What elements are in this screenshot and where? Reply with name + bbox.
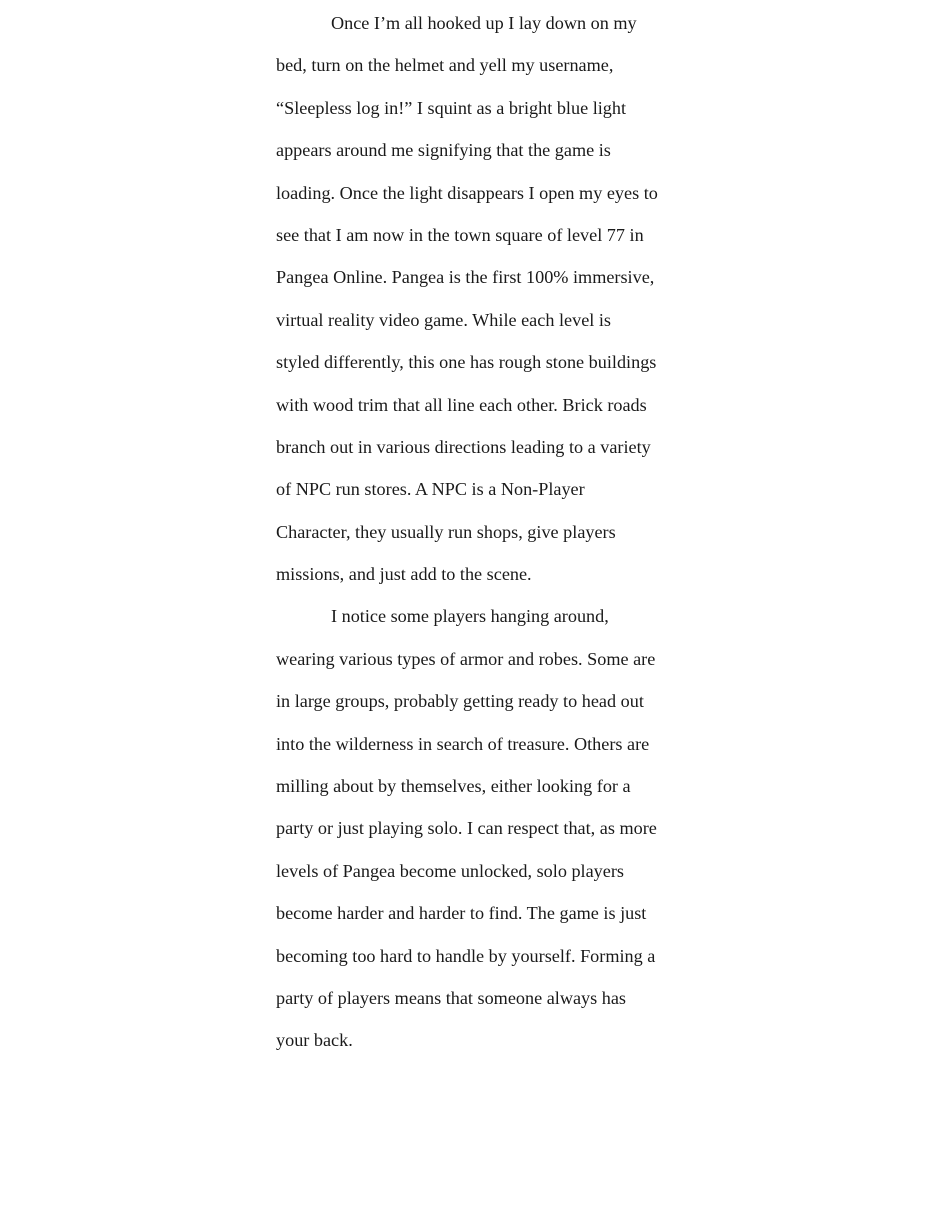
text-line: levels of Pangea become unlocked, solo players bbox=[276, 860, 624, 881]
text-line: Once I’m all hooked up I lay down on my bbox=[331, 13, 637, 33]
text-line: becoming too hard to handle by yourself. Forming a bbox=[276, 945, 656, 966]
text-line: styled differently, this one has rough stone buildings bbox=[276, 352, 657, 373]
text-line: loading. Once the light disappears I open my eyes to bbox=[276, 182, 658, 203]
text-line: virtual reality video game. While each level is bbox=[276, 309, 611, 330]
text-line: party of players means that someone always has bbox=[276, 987, 627, 1008]
text-line: with wood trim that all line each other. Brick roads bbox=[276, 394, 647, 415]
text-line: milling about by themselves, either looking for a bbox=[276, 776, 631, 797]
paragraph-2 bbox=[276, 595, 676, 1061]
text-line: “Sleepless log in!” I squint as a bright blue light bbox=[276, 97, 627, 118]
text-line: become harder and harder to find. The game is just bbox=[276, 903, 647, 924]
text-line: I notice some players hanging around, bbox=[331, 606, 609, 627]
text-line: your back. bbox=[276, 1030, 353, 1051]
text-line: wearing various types of armor and robes. Some are bbox=[276, 648, 656, 669]
text-line: branch out in various directions leading to a variety bbox=[276, 436, 651, 457]
text-line: bed, turn on the helmet and yell my username, bbox=[276, 55, 614, 76]
text-line: of NPC run stores. A NPC is a Non-Player bbox=[276, 479, 585, 500]
body-text bbox=[276, 2, 676, 1062]
text-line: party or just playing solo. I can respect that, as more bbox=[276, 818, 657, 839]
text-line: appears around me signifying that the game is bbox=[276, 140, 611, 161]
text-line: Character, they usually run shops, give players bbox=[276, 521, 616, 542]
text-line: missions, and just add to the scene. bbox=[276, 564, 532, 585]
text-line: Pangea Online. Pangea is the first 100% immersive, bbox=[276, 267, 655, 288]
paragraph-1 bbox=[276, 2, 676, 595]
text-line: into the wilderness in search of treasure. Others are bbox=[276, 733, 650, 754]
text-line: in large groups, probably getting ready to head out bbox=[276, 691, 644, 712]
text-line: see that I am now in the town square of level 77 in bbox=[276, 224, 644, 245]
